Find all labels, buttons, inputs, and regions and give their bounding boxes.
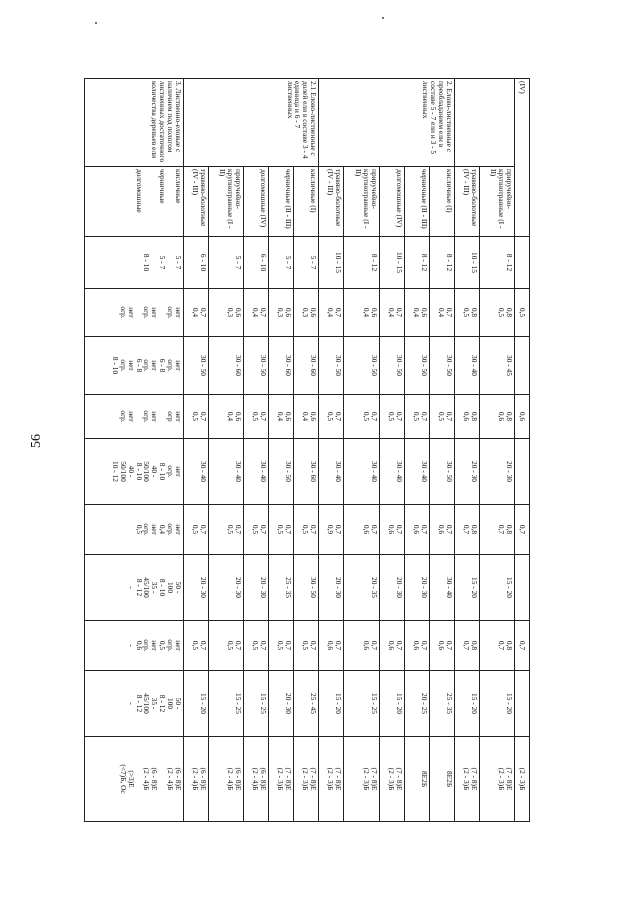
header-cell [515,337,530,395]
value-cell: 0,7 0,6 [404,505,429,555]
value-cell: 30 - 60 [294,439,319,505]
value-cell: (6 - 8)Е (2 - 4)Б [183,737,208,822]
value-cell: 20 - 30 [479,439,514,505]
value-cell: 30 - 40 [429,555,454,621]
value-cell: (7 - 8)Е (2 - 3)Б [269,737,294,822]
value-cell: 6 - 10 [244,237,269,289]
value-cell: 0,7 0,4 [429,289,454,337]
value-cell: 0,6 0,3 [208,289,243,337]
value-cell: 20 - 30 [208,555,243,621]
value-cell: 30 - 50 [429,439,454,505]
value-cell: 30 - 50 [319,337,344,395]
value-cell: (6 - 8)Е (2 - 4)Б (6 - 8)Е (2 - 4)Б (>3)Е (<7)Б, Ос [85,737,184,822]
value-cell: (7 - 8)Е (2 - 3)Б [479,737,514,822]
value-cell: 0,7 0,6 [429,505,454,555]
value-cell: 25 - 35 [269,555,294,621]
header-cell [515,237,530,289]
group-cell [454,79,514,167]
value-cell: 30 - 40 [208,439,243,505]
value-cell: 8Е2Б [404,737,429,822]
value-cell: 0,7 0,5 [344,395,379,439]
header-cell [515,439,530,505]
value-cell: 0,7 0,5 [294,621,319,671]
value-cell: 15 - 20 [479,555,514,621]
value-cell: 5 - 7 [269,237,294,289]
value-cell: 30 - 50 [429,337,454,395]
table-row [269,79,294,822]
value-cell: 0,7 0,5 [429,395,454,439]
subtype-cell: черничные (II - III) [404,167,429,237]
value-cell: 0,7 0,9 [319,505,344,555]
value-cell: 0,6 0,4 [344,289,379,337]
value-cell: 15 - 20 [479,671,514,737]
value-cell: 8Е2Б [429,737,454,822]
subtype-cell: кисличные черничные долгомошные [85,167,184,237]
value-cell: 15 - 25 [244,671,269,737]
value-cell: 0,7 0,5 [208,621,243,671]
value-cell: (6 - 8)Е (2 - 4)Б [244,737,269,822]
value-cell: 0,8 0,5 [479,289,514,337]
value-cell: 30 - 40 [244,439,269,505]
value-cell: 0,8 0,7 [479,621,514,671]
value-cell: 15 - 25 [208,671,243,737]
subtype-cell: приручейно-крупнотравные (I - II) [344,167,379,237]
value-cell: 0,7 0,6 [344,505,379,555]
value-cell: 0,7 0,5 [244,395,269,439]
value-cell: 0,7 0,5 [379,395,404,439]
value-cell: 0,8 0,7 [454,621,479,671]
table-row [479,79,514,822]
subtype-cell: травяно-болотные (IV - III) [183,167,208,237]
value-cell: (7 - 8)Е (2 - 3)Б [344,737,379,822]
value-cell: 0,6 0,4 [404,289,429,337]
subtype-cell: долгомошные (IV) [379,167,404,237]
table-row [208,79,243,822]
header-cell: 0,7 [515,621,530,671]
value-cell: 0,7 0,5 [183,621,208,671]
value-cell: 0,7 0,4 [379,289,404,337]
value-cell: 30 - 45 [479,337,514,395]
value-cell: 30 - 50 [344,337,379,395]
value-cell: 0,6 0,4 [294,395,319,439]
value-cell: 0,7 0,5 [208,505,243,555]
value-cell: 15 - 20 [319,671,344,737]
value-cell: 0,7 0,5 [294,505,319,555]
value-cell: 0,7 0,5 [244,621,269,671]
value-cell: 0,6 0,3 [269,289,294,337]
subtype-cell: кисличные (I) [294,167,319,237]
value-cell: 20 - 30 [454,439,479,505]
value-cell: 0,8 0,6 [479,395,514,439]
value-cell: 0,7 0,6 [379,505,404,555]
subtype-cell: долгомошные (IV) [244,167,269,237]
value-cell: (6 - 8)Е (2 - 4)Б [208,737,243,822]
value-cell: 30 - 40 [344,439,379,505]
value-cell: 25 - 35 [429,671,454,737]
header-cell: (IV) [515,79,530,237]
value-cell: 30 - 40 [319,439,344,505]
value-cell: 30 - 50 [404,337,429,395]
table-row [85,79,184,822]
value-cell: 10 - 15 [379,237,404,289]
header-cell: 0,7 [515,505,530,555]
table-row [429,79,454,822]
value-cell: 0,7 0,5 [183,505,208,555]
table-row [183,79,208,822]
scan-speck [382,17,384,19]
value-cell: нет огр. 0,5 нет огр. 0,6 - [85,621,184,671]
value-cell: 30 - 40 [183,439,208,505]
value-cell: 0,7 0,6 [429,621,454,671]
value-cell: 20 - 35 [344,555,379,621]
value-cell: 20 - 30 [183,555,208,621]
value-cell: 0,8 0,7 [479,505,514,555]
value-cell: 5 - 7 5 - 7 8 - 10 [85,237,184,289]
value-cell: 0,8 0,6 [454,395,479,439]
value-cell: 10 - 15 [319,237,344,289]
value-cell: 50 - 100 8 - 10 35 - 45/100 8 - 12 - [85,555,184,621]
value-cell: 0,7 0,5 [319,395,344,439]
value-cell: 15 - 20 [454,671,479,737]
value-cell: 30 - 50 [244,337,269,395]
value-cell: 30 - 50 [269,439,294,505]
value-cell: 15 - 20 [183,671,208,737]
subtype-cell: травяно-болотные (IV - III) [454,167,479,237]
subtype-cell: приручейно-крупнотравные (I - II) [208,167,243,237]
value-cell: 20 - 30 [244,555,269,621]
value-cell: 0,7 0,5 [404,395,429,439]
value-cell: 15 - 25 [344,671,379,737]
value-cell: (7 - 8)Е (2 - 3)Б [294,737,319,822]
value-cell: (7 - 8)Е (2 - 3)Б [319,737,344,822]
value-cell: 5 - 7 [294,237,319,289]
value-cell: (7 - 8)Е (2 - 3)Б [454,737,479,822]
group-cell: 2. Елово-лиственные с преобладанием ели в составе 5 - 7 ели и 3 - 5 лиственных [319,79,454,167]
value-cell: 0,7 0,6 [379,621,404,671]
subtype-cell: кисличные (I) [429,167,454,237]
value-cell: нет огр. 0,4 нет огр. 0,5 [85,505,184,555]
value-cell: 0,7 0,4 [244,289,269,337]
scan-speck [95,22,97,24]
value-cell: 30 - 60 [208,337,243,395]
value-cell: 8 - 12 [479,237,514,289]
value-cell: 8 - 12 [429,237,454,289]
value-cell: 50 - 100 8 - 12 35 - 45/100 8 - 12 - [85,671,184,737]
group-cell: 2.1 Елово-лиственные с долей ели в составе 3 - 4 единица и 6 - 7 лиственных [183,79,318,167]
header-cell: 0,6 [515,395,530,439]
value-cell: 30 - 40 [404,439,429,505]
value-cell: 0,7 0,6 [404,621,429,671]
header-cell: (2 - 3)Б [515,737,530,822]
value-cell: 0,7 0,5 [183,395,208,439]
value-cell: 15 - 20 [379,671,404,737]
value-cell: 30 - 60 [294,337,319,395]
table-row [379,79,404,822]
value-cell: 25 - 45 [294,671,319,737]
rotated-table-wrapper [84,78,530,821]
header-cell: 0,5 [515,289,530,337]
value-cell: 30 - 60 [269,337,294,395]
table-row [404,79,429,822]
value-cell: 0,7 0,5 [269,621,294,671]
page-number: 56 [29,434,44,448]
value-cell: 0,8 0,5 [454,289,479,337]
value-cell: нет огр нет огр. нет огр. [85,395,184,439]
value-cell: 10 - 15 [454,237,479,289]
value-cell: 20 - 30 [379,555,404,621]
table-row [244,79,269,822]
value-cell: 0,7 0,6 [319,621,344,671]
header-row [515,79,530,822]
group-cell: 3. Лиственно-еловые с наличием под пологом лиственных достаточного количества деревьев ели [85,79,184,167]
value-cell: (7 - 8)Е (2 - 3)Б [379,737,404,822]
value-cell: 8 - 12 [344,237,379,289]
value-cell: 30 - 50 [379,337,404,395]
header-cell [515,555,530,621]
value-cell: 5 - 7 [208,237,243,289]
value-cell: нет огр. 8 - 10 40 - 50/100 8 - 10 40 - 50/100 10 - 12 [85,439,184,505]
value-cell: 20 - 25 [404,671,429,737]
value-cell: 30 - 40 [454,337,479,395]
value-cell: 20 - 30 [269,671,294,737]
value-cell: 0,7 0,5 [269,505,294,555]
value-cell: 0,7 0,4 [183,289,208,337]
value-cell: 0,6 0,4 [208,395,243,439]
forest-norms-table [84,78,530,822]
subtype-cell: травяно-болотные (IV - III) [319,167,344,237]
value-cell: 20 - 30 [319,555,344,621]
value-cell: 6 - 10 [183,237,208,289]
value-cell: 30 - 50 [294,555,319,621]
subtype-cell: черничные (II - III) [269,167,294,237]
table-row [319,79,344,822]
value-cell: 0,8 0,7 [454,505,479,555]
value-cell: нет огр. 6 - 8 нет огр. 6 - 8 нет огр. 8 - 10 [85,337,184,395]
value-cell: 0,7 0,5 [244,505,269,555]
header-cell [515,671,530,737]
value-cell: 15 - 20 [454,555,479,621]
value-cell: 0,6 0,4 [269,395,294,439]
value-cell: 30 - 50 [183,337,208,395]
value-cell: 8 - 12 [404,237,429,289]
subtype-cell: приручейно-крупнотравные (I - II) [479,167,514,237]
table-row [294,79,319,822]
value-cell: нет огр. нет огр. нет огр. [85,289,184,337]
value-cell: 0,7 0,4 [319,289,344,337]
value-cell: 0,6 0,3 [294,289,319,337]
table-row [454,79,479,822]
value-cell: 20 - 30 [404,555,429,621]
value-cell: 0,7 0,6 [344,621,379,671]
table-row [344,79,379,822]
value-cell: 30 - 40 [379,439,404,505]
